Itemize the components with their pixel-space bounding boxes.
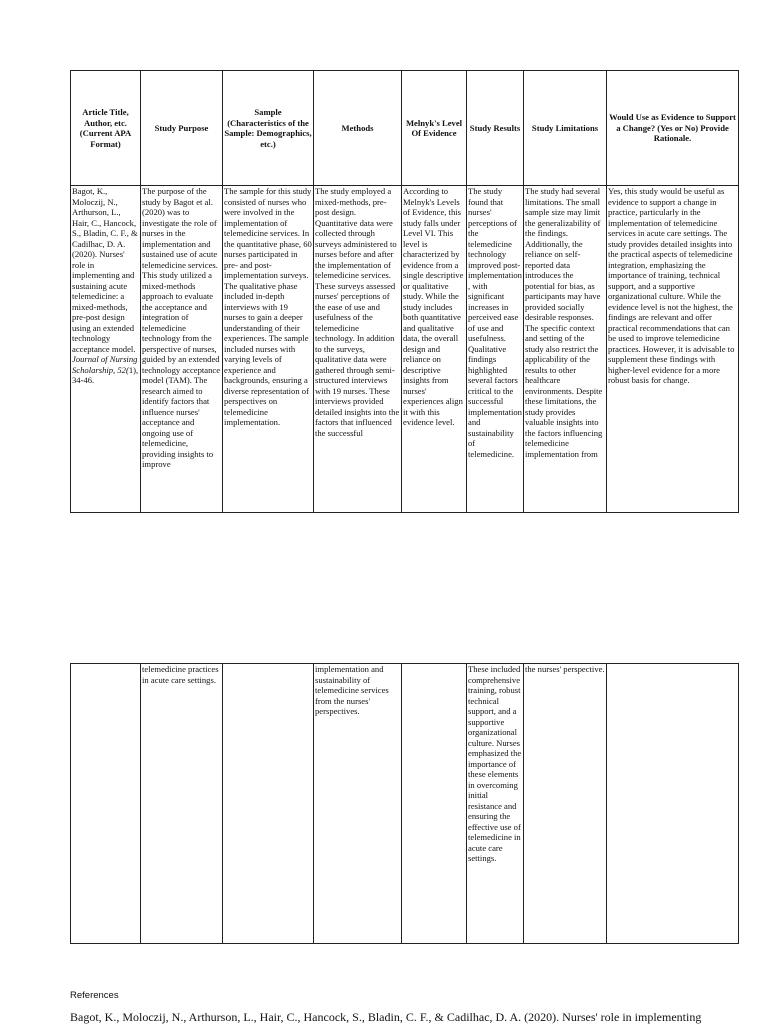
header-limitations: Study Limitations bbox=[524, 71, 607, 186]
header-use-as-evidence: Would Use as Evidence to Support a Change? (Yes or No) Provide Rationale. bbox=[607, 71, 739, 186]
cell-purpose: The purpose of the study by Bagot et al. (2020) was to investigate the role of nurses in the implementation and sustained use of acute telemedicine services. This study utilized a mixed-methods approach to evaluate the acceptance and integration of telemedicine technology from the perspective of nurses, guided by an extended technology acceptance model (TAM). The research aimed to identify factors that influence nurses' acceptance and ongoing use of telemedicine, providing insights to improve bbox=[141, 186, 223, 513]
cell-purpose: telemedicine practices in acute care settings. bbox=[141, 664, 223, 944]
citation-pages: 1), 34-46. bbox=[72, 364, 139, 385]
cell-methods: implementation and sustainability of telemedicine services from the nurses' perspectives. bbox=[314, 664, 402, 944]
cell-citation bbox=[71, 664, 141, 944]
table-row bbox=[71, 186, 739, 513]
references-heading: References bbox=[70, 990, 119, 1001]
header-sample: Sample (Characteristics of the Sample: Demographics, etc.) bbox=[223, 71, 314, 186]
cell-sample: The sample for this study consisted of nurses who were involved in the implementation of telemedicine services. In the quantitative phase, 60 nurses participated in pre- and post-implementation surveys. The qualitative phase included in-depth interviews with 19 nurses to gain a deeper understanding of their experiences. The sample included nurses with varying levels of experience and backgrounds, ensuring a diverse representation of perspectives on telemedicine implementation. bbox=[223, 186, 314, 513]
cell-limitations: The study had several limitations. The small sample size may limit the generalizability of the findings. Additionally, the reliance on self-reported data introduces the potential for bias, as participants may have provided socially desirable responses. The specific context and setting of the study also restrict the applicability of the results to other healthcare environments. Despite these limitations, the study provides valuable insights into the factors influencing telemedicine implementation from bbox=[524, 186, 607, 513]
cell-level bbox=[402, 664, 467, 944]
cell-use-as-evidence: Yes, this study would be useful as evidence to support a change in practice, particularly in the implementation of telemedicine services in acute care settings. The study provides detailed insights into the practical aspects of telemedicine integration, emphasizing the importance of training, technical support, and a supportive organizational culture. While the evidence level is not the highest, the findings are relevant and offer practical recommendations that can be used to improve telemedicine practices. However, it is advisable to supplement these findings with higher-level evidence for a more robust basis for change. bbox=[607, 186, 739, 513]
header-methods: Methods bbox=[314, 71, 402, 186]
cell-methods: The study employed a mixed-methods, pre-post design. Quantitative data were collected through surveys administered to nurses before and after the implementation of telemedicine services. These surveys assessed nurses' perceptions of the ease of use and usefulness of the telemedicine technology. In addition to the surveys, qualitative data were gathered through semi-structured interviews with 19 nurses. These interviews provided detailed insights into the factors that influenced the successful bbox=[314, 186, 402, 513]
cell-citation bbox=[71, 186, 141, 513]
table-row bbox=[71, 664, 739, 944]
header-results: Study Results bbox=[467, 71, 524, 186]
citation-journal: Journal of Nursing Scholarship, 52( bbox=[72, 354, 138, 375]
reference-entry: Bagot, K., Moloczij, N., Arthurson, L., Hair, C., Hancock, S., Bladin, C. F., & Cadilhac, D. A. (2020). Nurses' role in implementing bbox=[70, 1010, 702, 1024]
evidence-table-page1 bbox=[70, 70, 739, 513]
citation-text: Bagot, K., Moloczij, N., Arthurson, L., Hair, C., Hancock, S., Bladin, C. F., & Cadilhac, D. A. (2020). Nurses' role in implementing and sustaining acute telemedicine: a mixed-methods, pre-post design using an extended technology acceptance model. bbox=[72, 186, 138, 354]
table-header-row bbox=[71, 71, 739, 186]
cell-results: The study found that nurses' perceptions of the telemedicine technology improved post-implementation, with significant increases in perceived ease of use and usefulness. Qualitative findings highlighted several factors critical to the successful implementation and sustainability of telemedicine. bbox=[467, 186, 524, 513]
cell-level: According to Melnyk's Levels of Evidence, this study falls under Level VI. This level is characterized by evidence from a single descriptive or qualitative study. While the study includes both quantitative and qualitative data, the overall design and reliance on descriptive insights from nurses' experiences align it with this evidence level. bbox=[402, 186, 467, 513]
header-level: Melnyk's Level Of Evidence bbox=[402, 71, 467, 186]
header-article: Article Title, Author, etc. (Current APA Format) bbox=[71, 71, 141, 186]
header-purpose: Study Purpose bbox=[141, 71, 223, 186]
evidence-table-page2 bbox=[70, 663, 739, 944]
cell-results: These included comprehensive training, robust technical support, and a supportive organizational culture. Nurses emphasized the importance of these elements in overcoming initial resistance and ensuring the effective use of telemedicine in acute care settings. bbox=[467, 664, 524, 944]
cell-use-as-evidence bbox=[607, 664, 739, 944]
cell-sample bbox=[223, 664, 314, 944]
cell-limitations: the nurses' perspective. bbox=[524, 664, 607, 944]
